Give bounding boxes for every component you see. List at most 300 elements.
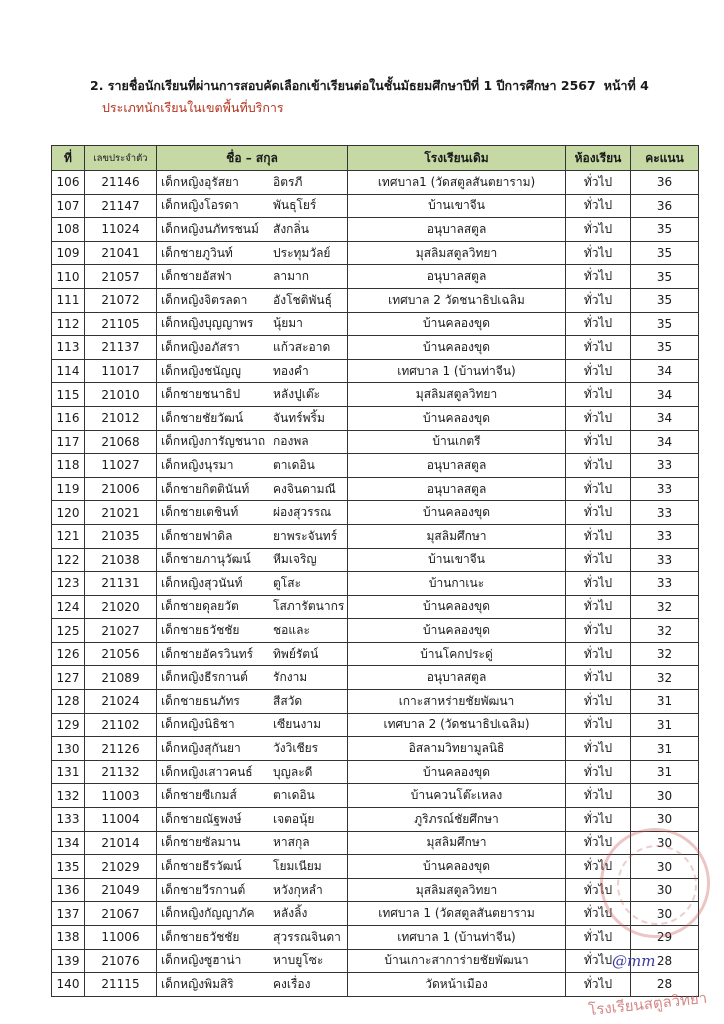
surname: หลังปูเต๊ะ: [273, 387, 321, 402]
student-name: [157, 265, 348, 289]
table-row: [52, 831, 699, 855]
surname: โสภารัตนากร: [273, 599, 345, 614]
surname: ตาเดอิน: [273, 457, 315, 472]
score: 33: [631, 454, 699, 478]
row-number: 135: [52, 855, 85, 879]
student-id: 21056: [85, 642, 157, 666]
row-number: 128: [52, 690, 85, 714]
table-row: [52, 288, 699, 312]
student-name: [157, 690, 348, 714]
student-name: [157, 737, 348, 761]
surname: พันธุโยร์: [273, 198, 317, 213]
classroom: ทั่วไป: [566, 454, 631, 478]
score: 36: [631, 171, 699, 195]
first-name: เด็กชายธีรวัฒน์: [161, 859, 242, 874]
classroom: ทั่วไป: [566, 973, 631, 997]
classroom: ทั่วไป: [566, 430, 631, 454]
table-row: [52, 430, 699, 454]
previous-school: บ้านคลองขุด: [348, 336, 566, 360]
first-name: เด็กหญิงสุวนันท์: [161, 575, 243, 590]
document-heading: [90, 76, 700, 96]
first-name: เด็กชายซีเกมส์: [161, 788, 237, 803]
previous-school: อนุบาลสตูล: [348, 477, 566, 501]
first-name: เด็กชายภานุวัฒน์: [161, 552, 251, 567]
classroom: ทั่วไป: [566, 336, 631, 360]
student-id: 21146: [85, 171, 157, 195]
student-name: [157, 430, 348, 454]
table-row: [52, 194, 699, 218]
student-name: [157, 760, 348, 784]
page-number: หน้าที่ 4: [603, 78, 649, 93]
handwritten-signature: @mm: [612, 952, 656, 970]
previous-school: บ้านเขาจีน: [348, 194, 566, 218]
student-id: 21126: [85, 737, 157, 761]
first-name: เด็กชายภูวินท์: [161, 245, 233, 260]
score: 35: [631, 241, 699, 265]
previous-school: บ้านคลองขุด: [348, 501, 566, 525]
stamp-school-name: โรงเรียนสตูลวิทยา: [587, 988, 708, 1020]
student-id: 21067: [85, 902, 157, 926]
first-name: เด็กหญิงนิธิชา: [161, 717, 235, 732]
student-name: [157, 713, 348, 737]
classroom: ทั่วไป: [566, 288, 631, 312]
score: 33: [631, 524, 699, 548]
surname: ลามาก: [273, 269, 310, 284]
row-number: 132: [52, 784, 85, 808]
heading-text: 2. รายชื่อนักเรียนที่ผ่านการสอบคัดเลือกเข้าเรียนต่อในชั้นมัธยมศึกษาปีที่ 1 ปีการศึกษา 2567: [90, 78, 596, 93]
surname: รักงาม: [273, 670, 308, 685]
surname: หาบยูโซะ: [273, 953, 324, 968]
student-id: 21068: [85, 430, 157, 454]
surname: จันทร์พริ้ม: [273, 410, 325, 425]
score: 28: [631, 949, 699, 973]
table-row: [52, 666, 699, 690]
first-name: เด็กหญิงโอรดา: [161, 198, 239, 213]
previous-school: บ้านคลองขุด: [348, 595, 566, 619]
row-number: 109: [52, 241, 85, 265]
student-id: 11004: [85, 808, 157, 832]
previous-school: มุสลิมศึกษา: [348, 831, 566, 855]
previous-school: เทศบาล 1 (บ้านท่าจีน): [348, 926, 566, 950]
header-student-id: เลขประจำตัว: [85, 146, 157, 171]
surname: สุวรรณจินดา: [273, 929, 341, 944]
first-name: เด็กชายธวัชชัย: [161, 623, 240, 638]
first-name: เด็กชายเตชินท์: [161, 505, 239, 520]
score: 29: [631, 926, 699, 950]
row-number: 122: [52, 548, 85, 572]
classroom: ทั่วไป: [566, 595, 631, 619]
table-row: [52, 642, 699, 666]
row-number: 110: [52, 265, 85, 289]
classroom: ทั่วไป: [566, 406, 631, 430]
score: 32: [631, 595, 699, 619]
row-number: 125: [52, 619, 85, 643]
score: 33: [631, 501, 699, 525]
student-id: 21102: [85, 713, 157, 737]
surname: โยมเนียม: [273, 859, 322, 874]
student-id: 21029: [85, 855, 157, 879]
classroom: ทั่วไป: [566, 831, 631, 855]
student-id: 21014: [85, 831, 157, 855]
table-row: [52, 171, 699, 195]
score: 35: [631, 218, 699, 242]
row-number: 120: [52, 501, 85, 525]
student-id: 21006: [85, 477, 157, 501]
table-row: [52, 336, 699, 360]
student-name: [157, 524, 348, 548]
previous-school: บ้านคลองขุด: [348, 760, 566, 784]
student-name: [157, 572, 348, 596]
student-name: [157, 194, 348, 218]
header-school: โรงเรียนเดิม: [348, 146, 566, 171]
student-name: [157, 241, 348, 265]
header-room: ห้องเรียน: [566, 146, 631, 171]
table-row: [52, 406, 699, 430]
first-name: เด็กหญิงเสาวคนธ์: [161, 764, 253, 779]
row-number: 139: [52, 949, 85, 973]
student-name: [157, 926, 348, 950]
first-name: เด็กหญิงการัญชนาถ: [161, 434, 266, 449]
surname: ผ่องสุวรรณ: [273, 505, 332, 520]
student-id: 11027: [85, 454, 157, 478]
table-row: [52, 524, 699, 548]
score: 35: [631, 312, 699, 336]
table-row: [52, 477, 699, 501]
surname: ประทุมวัลย์: [273, 245, 331, 260]
score: 32: [631, 642, 699, 666]
row-number: 133: [52, 808, 85, 832]
score: 30: [631, 902, 699, 926]
classroom: ทั่วไป: [566, 359, 631, 383]
first-name: เด็กหญิงบุญญาพร: [161, 316, 254, 331]
row-number: 126: [52, 642, 85, 666]
score: 31: [631, 690, 699, 714]
classroom: ทั่วไป: [566, 265, 631, 289]
table-row: [52, 737, 699, 761]
student-id: 21131: [85, 572, 157, 596]
student-id: 21012: [85, 406, 157, 430]
student-name: [157, 878, 348, 902]
score: 32: [631, 619, 699, 643]
first-name: เด็กหญิงอุรัสยา: [161, 174, 239, 189]
previous-school: บ้านกาเนะ: [348, 572, 566, 596]
student-id: 21072: [85, 288, 157, 312]
table-row: [52, 619, 699, 643]
student-id: 21027: [85, 619, 157, 643]
surname: เจตอนุ้ย: [273, 811, 315, 826]
previous-school: บ้านคลองขุด: [348, 406, 566, 430]
classroom: ทั่วไป: [566, 878, 631, 902]
previous-school: อนุบาลสตูล: [348, 265, 566, 289]
student-name: [157, 619, 348, 643]
student-id: 21137: [85, 336, 157, 360]
surname: ทิพย์รัตน์: [273, 646, 319, 661]
row-number: 116: [52, 406, 85, 430]
student-id: 21038: [85, 548, 157, 572]
classroom: ทั่วไป: [566, 949, 631, 973]
table-row: [52, 713, 699, 737]
table-row: [52, 548, 699, 572]
student-id: 21076: [85, 949, 157, 973]
first-name: เด็กชายดุลยวัต: [161, 599, 239, 614]
table-row: [52, 973, 699, 997]
surname: ชอและ: [273, 623, 310, 638]
row-number: 111: [52, 288, 85, 312]
school-seal-stamp: [600, 828, 710, 938]
table-row: [52, 572, 699, 596]
table-header-row: [52, 146, 699, 171]
previous-school: บ้านคลองขุด: [348, 855, 566, 879]
score: 30: [631, 784, 699, 808]
row-number: 124: [52, 595, 85, 619]
table-row: [52, 241, 699, 265]
first-name: เด็กชายกิตตินันท์: [161, 481, 250, 496]
surname: ตาเดอิน: [273, 788, 315, 803]
student-name: [157, 336, 348, 360]
score: 32: [631, 666, 699, 690]
student-name: [157, 171, 348, 195]
score: 35: [631, 336, 699, 360]
classroom: ทั่วไป: [566, 642, 631, 666]
surname: หวังกุหลำ: [273, 882, 323, 897]
previous-school: เทศบาล1 (วัดสตูลสันตยาราม): [348, 171, 566, 195]
row-number: 113: [52, 336, 85, 360]
classroom: ทั่วไป: [566, 760, 631, 784]
previous-school: มุสลิมสตูลวิทยา: [348, 878, 566, 902]
first-name: เด็กชายชนาธิป: [161, 387, 241, 402]
student-id: 21057: [85, 265, 157, 289]
classroom: ทั่วไป: [566, 171, 631, 195]
student-id: 21089: [85, 666, 157, 690]
previous-school: บ้านคลองขุด: [348, 619, 566, 643]
category-subheading: ประเภทนักเรียนในเขตพื้นที่บริการ: [102, 100, 284, 115]
student-name: [157, 949, 348, 973]
previous-school: ภูริภรณ์ชัยศึกษา: [348, 808, 566, 832]
table-row: [52, 218, 699, 242]
row-number: 114: [52, 359, 85, 383]
surname: หาสกุล: [273, 835, 310, 850]
classroom: ทั่วไป: [566, 690, 631, 714]
student-id: 21041: [85, 241, 157, 265]
student-id: 11003: [85, 784, 157, 808]
surname: สีสวัด: [273, 693, 303, 708]
row-number: 130: [52, 737, 85, 761]
table-row: [52, 501, 699, 525]
table-row: [52, 808, 699, 832]
first-name: เด็กหญิงซูฮาน่า: [161, 953, 242, 968]
first-name: เด็กหญิงชนัญญู: [161, 363, 241, 378]
score: 35: [631, 288, 699, 312]
student-name: [157, 666, 348, 690]
table-row: [52, 926, 699, 950]
first-name: เด็กชายวีรกานต์: [161, 882, 246, 897]
classroom: ทั่วไป: [566, 548, 631, 572]
surname: หลังลิ้ง: [273, 906, 308, 921]
row-number: 137: [52, 902, 85, 926]
classroom: ทั่วไป: [566, 501, 631, 525]
table-row: [52, 902, 699, 926]
previous-school: อนุบาลสตูล: [348, 454, 566, 478]
classroom: ทั่วไป: [566, 737, 631, 761]
surname: ยาพระจันทร์: [273, 528, 338, 543]
score: 30: [631, 855, 699, 879]
score: 34: [631, 383, 699, 407]
first-name: เด็กชายอัสฟา: [161, 269, 232, 284]
surname: บุญละดี: [273, 764, 313, 779]
first-name: เด็กหญิงพิมสิริ: [161, 976, 234, 991]
classroom: ทั่วไป: [566, 619, 631, 643]
score: 31: [631, 737, 699, 761]
first-name: เด็กหญิงธีรกานต์: [161, 670, 248, 685]
table-row: [52, 312, 699, 336]
student-name: [157, 383, 348, 407]
classroom: ทั่วไป: [566, 241, 631, 265]
row-number: 112: [52, 312, 85, 336]
table-row: [52, 784, 699, 808]
classroom: ทั่วไป: [566, 808, 631, 832]
row-number: 115: [52, 383, 85, 407]
table-row: [52, 760, 699, 784]
first-name: เด็กชายอัครวินทร์: [161, 646, 254, 661]
previous-school: เทศบาล 2 วัดชนาธิปเฉลิม: [348, 288, 566, 312]
score: 30: [631, 878, 699, 902]
header-name: ชื่อ – สกุล: [157, 146, 348, 171]
first-name: เด็กหญิงกัญญาภัค: [161, 906, 255, 921]
first-name: เด็กหญิงอภัสรา: [161, 339, 240, 354]
previous-school: บ้านควนโต๊ะเหลง: [348, 784, 566, 808]
score: 33: [631, 548, 699, 572]
surname: ตูโสะ: [273, 575, 302, 590]
surname: นุ้ยมา: [273, 316, 303, 331]
score: 30: [631, 831, 699, 855]
surname: คงจินดามณี: [273, 481, 336, 496]
student-name: [157, 902, 348, 926]
surname: อิตรภี: [273, 174, 303, 189]
row-number: 108: [52, 218, 85, 242]
first-name: เด็กหญิงสุกันยา: [161, 741, 241, 756]
student-name: [157, 784, 348, 808]
score: 34: [631, 359, 699, 383]
student-id: 21147: [85, 194, 157, 218]
previous-school: วัดหน้าเมือง: [348, 973, 566, 997]
surname: กองพล: [273, 434, 309, 449]
classroom: ทั่วไป: [566, 477, 631, 501]
student-id: 21035: [85, 524, 157, 548]
previous-school: บ้านคลองขุด: [348, 312, 566, 336]
student-id: 21020: [85, 595, 157, 619]
student-id: 21132: [85, 760, 157, 784]
student-id: 21010: [85, 383, 157, 407]
student-id: 11017: [85, 359, 157, 383]
row-number: 131: [52, 760, 85, 784]
student-name: [157, 855, 348, 879]
previous-school: อนุบาลสตูล: [348, 666, 566, 690]
row-number: 140: [52, 973, 85, 997]
classroom: ทั่วไป: [566, 926, 631, 950]
student-name: [157, 642, 348, 666]
student-name: [157, 359, 348, 383]
row-number: 119: [52, 477, 85, 501]
row-number: 107: [52, 194, 85, 218]
table-row: [52, 454, 699, 478]
student-id: 11024: [85, 218, 157, 242]
header-score: คะแนน: [631, 146, 699, 171]
student-name: [157, 454, 348, 478]
student-id: 21115: [85, 973, 157, 997]
classroom: ทั่วไป: [566, 855, 631, 879]
first-name: เด็กชายณัฐพงษ์: [161, 811, 242, 826]
surname: ทองคำ: [273, 363, 309, 378]
surname: วังวิเชียร: [273, 741, 319, 756]
surname: อังโชติพันธุ์: [273, 292, 332, 307]
student-id: 21021: [85, 501, 157, 525]
table-row: [52, 383, 699, 407]
table-row: [52, 265, 699, 289]
score: 28: [631, 973, 699, 997]
student-name: [157, 288, 348, 312]
row-number: 138: [52, 926, 85, 950]
previous-school: เกาะสาหร่ายชัยพัฒนา: [348, 690, 566, 714]
student-id: 21105: [85, 312, 157, 336]
score: 33: [631, 477, 699, 501]
previous-school: เทศบาล 1 (บ้านท่าจีน): [348, 359, 566, 383]
table-row: [52, 690, 699, 714]
classroom: ทั่วไป: [566, 666, 631, 690]
previous-school: อิสลามวิทยามูลนิธิ: [348, 737, 566, 761]
student-id: 21049: [85, 878, 157, 902]
table-row: [52, 595, 699, 619]
classroom: ทั่วไป: [566, 713, 631, 737]
previous-school: มุสลิมสตูลวิทยา: [348, 241, 566, 265]
student-id: 21024: [85, 690, 157, 714]
score: 30: [631, 808, 699, 832]
previous-school: บ้านเกาะสาการ่ายชัยพัฒนา: [348, 949, 566, 973]
surname: สังกลิ่น: [273, 221, 310, 236]
classroom: ทั่วไป: [566, 312, 631, 336]
row-number: 129: [52, 713, 85, 737]
previous-school: บ้านเขาจีน: [348, 548, 566, 572]
first-name: เด็กชายซัลมาน: [161, 835, 241, 850]
surname: แก้วสะอาด: [273, 339, 331, 354]
score: 35: [631, 265, 699, 289]
row-number: 136: [52, 878, 85, 902]
first-name: เด็กหญิงจิตรลดา: [161, 292, 248, 307]
previous-school: บ้านโคกประดู่: [348, 642, 566, 666]
first-name: เด็กชายธวัชชัย: [161, 929, 240, 944]
row-number: 134: [52, 831, 85, 855]
previous-school: เทศบาล 1 (วัดสตูลสันตยาราม: [348, 902, 566, 926]
row-number: 106: [52, 171, 85, 195]
classroom: ทั่วไป: [566, 383, 631, 407]
student-name: [157, 548, 348, 572]
previous-school: อนุบาลสตูล: [348, 218, 566, 242]
student-id: 11006: [85, 926, 157, 950]
previous-school: เทศบาล 2 (วัดชนาธิปเฉลิม): [348, 713, 566, 737]
previous-school: มุสลิมสตูลวิทยา: [348, 383, 566, 407]
row-number: 127: [52, 666, 85, 690]
first-name: เด็กชายฟาดิล: [161, 528, 233, 543]
first-name: เด็กหญิงนุรมา: [161, 457, 234, 472]
student-name: [157, 406, 348, 430]
student-name: [157, 501, 348, 525]
previous-school: มุสลิมศึกษา: [348, 524, 566, 548]
surname: หีมเจริญ: [273, 552, 317, 567]
student-name: [157, 973, 348, 997]
classroom: ทั่วไป: [566, 902, 631, 926]
classroom: ทั่วไป: [566, 784, 631, 808]
row-number: 121: [52, 524, 85, 548]
student-name: [157, 831, 348, 855]
